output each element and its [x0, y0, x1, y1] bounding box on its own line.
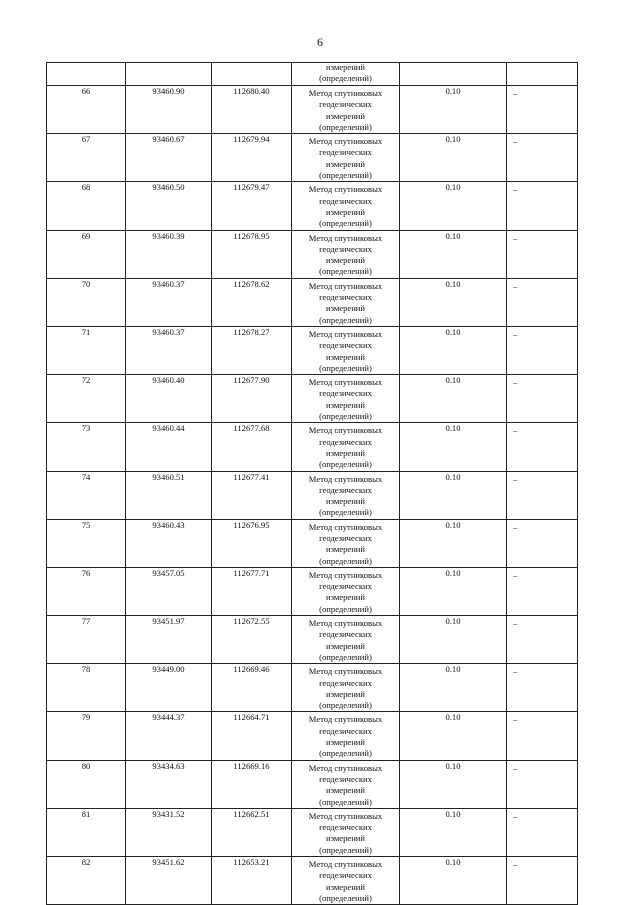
cell-y: 112662.51 — [212, 808, 292, 856]
cell-y: 112677.68 — [212, 423, 292, 471]
method-line: измерений — [325, 351, 366, 362]
cell-point-number: 72 — [47, 375, 126, 423]
cell-note: – — [507, 326, 578, 374]
cell-accuracy: 0.10 — [400, 808, 507, 856]
cell-point-number: 80 — [47, 760, 126, 808]
cell-note: – — [507, 86, 578, 134]
cell-note: – — [507, 760, 578, 808]
table-row — [47, 519, 578, 567]
table-row — [47, 808, 578, 856]
cell-note: – — [507, 857, 578, 905]
cell-method — [292, 134, 400, 182]
cell-accuracy: 0.10 — [400, 519, 507, 567]
method-line: геодезических — [319, 340, 372, 351]
table-row — [47, 375, 578, 423]
cell-y: 112678.27 — [212, 326, 292, 374]
cell-x — [126, 63, 212, 86]
cell-x: 93431.52 — [126, 808, 212, 856]
cell-point-number: 68 — [47, 182, 126, 230]
table-row — [47, 86, 578, 134]
cell-y: 112680.40 — [212, 86, 292, 134]
table-row — [47, 182, 578, 230]
method-line: измерений — [325, 158, 366, 169]
cell-point-number: 74 — [47, 471, 126, 519]
method-line: (определений) — [319, 411, 372, 422]
cell-x: 93457.05 — [126, 567, 212, 615]
cell-accuracy: 0.10 — [400, 857, 507, 905]
method-line: (определений) — [319, 555, 372, 566]
cell-y: 112678.62 — [212, 278, 292, 326]
cell-x: 93460.44 — [126, 423, 212, 471]
cell-y: 112679.47 — [212, 182, 292, 230]
cell-point-number: 67 — [47, 134, 126, 182]
cell-y: 112679.94 — [212, 134, 292, 182]
cell-accuracy: 0.10 — [400, 230, 507, 278]
method-line: измерений — [325, 206, 366, 217]
method-line: геодезических — [319, 147, 372, 158]
method-line: (определений) — [319, 651, 372, 662]
cell-x: 93460.37 — [126, 326, 212, 374]
cell-method — [292, 326, 400, 374]
table-row — [47, 423, 578, 471]
cell-accuracy: 0.10 — [400, 326, 507, 374]
method-line: измерений — [325, 303, 366, 314]
method-line: Метод спутниковых — [308, 859, 383, 869]
cell-point-number: 79 — [47, 712, 126, 760]
method-line: измерений — [325, 833, 366, 844]
method-line: геодезических — [319, 822, 372, 833]
cell-x: 93460.90 — [126, 86, 212, 134]
method-line: (определений) — [319, 796, 372, 807]
method-line: геодезических — [319, 99, 372, 110]
cell-y: 112677.71 — [212, 567, 292, 615]
method-line: измерений — [325, 640, 366, 651]
cell-point-number: 75 — [47, 519, 126, 567]
cell-method — [292, 567, 400, 615]
method-line: Метод спутниковых — [308, 88, 383, 98]
cell-accuracy: 0.10 — [400, 567, 507, 615]
cell-note: – — [507, 808, 578, 856]
cell-point-number: 81 — [47, 808, 126, 856]
cell-y: 112677.41 — [212, 471, 292, 519]
cell-accuracy: 0.10 — [400, 664, 507, 712]
method-line: измерений — [325, 496, 366, 507]
method-line: геодезических — [319, 725, 372, 736]
cell-y: 112677.90 — [212, 375, 292, 423]
cell-note: – — [507, 664, 578, 712]
cell-x: 93449.00 — [126, 664, 212, 712]
method-line: геодезических — [319, 243, 372, 254]
table-row — [47, 326, 578, 374]
method-line: геодезических — [319, 388, 372, 399]
cell-method — [292, 423, 400, 471]
method-line: Метод спутниковых — [308, 473, 383, 484]
method-line: (определений) — [319, 603, 372, 614]
cell-point-number: 78 — [47, 664, 126, 712]
cell-x: 93460.40 — [126, 375, 212, 423]
cell-point-number: 77 — [47, 616, 126, 664]
method-line: Метод спутниковых — [308, 714, 383, 725]
cell-y: 112653.21 — [212, 857, 292, 905]
cell-method — [292, 808, 400, 856]
method-line: (определений) — [319, 314, 372, 325]
cell-y: 112672.55 — [212, 616, 292, 664]
cell-method — [292, 278, 400, 326]
cell-accuracy: 0.10 — [400, 134, 507, 182]
cell-point-number — [47, 63, 126, 86]
method-line: (определений) — [319, 218, 372, 229]
method-line: Метод спутниковых — [308, 569, 383, 580]
cell-method — [292, 230, 400, 278]
method-line: измерений — [325, 544, 366, 555]
cell-x: 93460.43 — [126, 519, 212, 567]
cell-method — [292, 857, 400, 905]
cell-method — [292, 63, 400, 86]
cell-note: – — [507, 712, 578, 760]
method-line: геодезических — [319, 436, 372, 447]
method-line: геодезических — [319, 484, 372, 495]
cell-method — [292, 86, 400, 134]
cell-note: – — [507, 134, 578, 182]
table-row — [47, 664, 578, 712]
method-line: геодезических — [319, 292, 372, 303]
method-line: измерений — [325, 737, 366, 748]
cell-accuracy — [400, 63, 507, 86]
cell-accuracy: 0.10 — [400, 712, 507, 760]
method-line: Метод спутниковых — [308, 521, 383, 532]
method-line: (определений) — [319, 844, 372, 855]
table-row — [47, 760, 578, 808]
method-line: геодезических — [319, 870, 372, 881]
cell-note: – — [507, 471, 578, 519]
method-line: Метод спутниковых — [308, 184, 383, 195]
table-row — [47, 278, 578, 326]
method-line: (определений) — [319, 266, 372, 277]
method-line: измерений — [325, 785, 366, 796]
method-line: Метод спутниковых — [308, 280, 383, 291]
cell-note: – — [507, 616, 578, 664]
cell-point-number: 76 — [47, 567, 126, 615]
cell-point-number: 82 — [47, 857, 126, 905]
cell-method — [292, 712, 400, 760]
cell-method — [292, 375, 400, 423]
method-line: измерений — [325, 688, 366, 699]
method-line: Метод спутниковых — [308, 810, 383, 821]
cell-accuracy: 0.10 — [400, 760, 507, 808]
cell-accuracy: 0.10 — [400, 471, 507, 519]
table-row — [47, 616, 578, 664]
method-line: (определений) — [319, 121, 372, 132]
method-line: Метод спутниковых — [308, 136, 383, 147]
method-line: (определений) — [319, 73, 372, 84]
method-line: измерений — [325, 592, 366, 603]
cell-note — [507, 63, 578, 86]
method-line: (определений) — [319, 170, 372, 181]
table-row — [47, 857, 578, 905]
table-row — [47, 567, 578, 615]
cell-method — [292, 182, 400, 230]
cell-note: – — [507, 230, 578, 278]
cell-accuracy: 0.10 — [400, 423, 507, 471]
method-line: (определений) — [319, 892, 372, 903]
table-row — [47, 712, 578, 760]
cell-accuracy: 0.10 — [400, 86, 507, 134]
method-line: геодезических — [319, 773, 372, 784]
method-line: геодезических — [319, 195, 372, 206]
cell-accuracy: 0.10 — [400, 182, 507, 230]
table-row — [47, 134, 578, 182]
cell-x: 93434.63 — [126, 760, 212, 808]
page-number: 6 — [317, 35, 323, 49]
cell-x: 93460.51 — [126, 471, 212, 519]
cell-note: – — [507, 519, 578, 567]
cell-accuracy: 0.10 — [400, 616, 507, 664]
method-line: Метод спутниковых — [308, 762, 383, 773]
cell-y: 112678.95 — [212, 230, 292, 278]
coordinates-table — [46, 62, 578, 905]
cell-method — [292, 760, 400, 808]
cell-note: – — [507, 567, 578, 615]
cell-y: 112676.95 — [212, 519, 292, 567]
cell-point-number: 69 — [47, 230, 126, 278]
method-line: (определений) — [319, 507, 372, 518]
method-line: измерений — [325, 62, 366, 72]
method-line: геодезических — [319, 677, 372, 688]
cell-point-number: 66 — [47, 86, 126, 134]
method-line: Метод спутниковых — [308, 377, 383, 388]
method-line: геодезических — [319, 629, 372, 640]
method-line: (определений) — [319, 748, 372, 759]
method-line: измерений — [325, 255, 366, 266]
method-line: измерений — [325, 881, 366, 892]
continuation-row — [47, 63, 578, 86]
cell-x: 93460.37 — [126, 278, 212, 326]
cell-note: – — [507, 182, 578, 230]
cell-point-number: 73 — [47, 423, 126, 471]
cell-y: 112669.46 — [212, 664, 292, 712]
cell-x: 93451.97 — [126, 616, 212, 664]
cell-method — [292, 664, 400, 712]
cell-x: 93451.62 — [126, 857, 212, 905]
method-line: Метод спутниковых — [308, 232, 383, 243]
cell-point-number: 70 — [47, 278, 126, 326]
cell-method — [292, 471, 400, 519]
method-line: (определений) — [319, 459, 372, 470]
cell-x: 93460.50 — [126, 182, 212, 230]
method-line: Метод спутниковых — [308, 618, 383, 629]
cell-note: – — [507, 375, 578, 423]
method-line: геодезических — [319, 581, 372, 592]
table-row — [47, 230, 578, 278]
method-line: (определений) — [319, 700, 372, 711]
table-row — [47, 471, 578, 519]
method-line: геодезических — [319, 532, 372, 543]
cell-accuracy: 0.10 — [400, 278, 507, 326]
method-line: измерений — [325, 447, 366, 458]
cell-note: – — [507, 278, 578, 326]
method-line: Метод спутниковых — [308, 425, 383, 436]
cell-note: – — [507, 423, 578, 471]
method-line: (определений) — [319, 362, 372, 373]
cell-y: 112669.16 — [212, 760, 292, 808]
cell-y — [212, 63, 292, 86]
cell-method — [292, 616, 400, 664]
cell-point-number: 71 — [47, 326, 126, 374]
cell-method — [292, 519, 400, 567]
method-line: измерений — [325, 399, 366, 410]
cell-x: 93460.67 — [126, 134, 212, 182]
cell-accuracy: 0.10 — [400, 375, 507, 423]
method-line: Метод спутниковых — [308, 666, 383, 677]
method-line: измерений — [325, 110, 366, 121]
method-line: Метод спутниковых — [308, 328, 383, 339]
cell-x: 93460.39 — [126, 230, 212, 278]
cell-y: 112664.71 — [212, 712, 292, 760]
cell-x: 93444.37 — [126, 712, 212, 760]
